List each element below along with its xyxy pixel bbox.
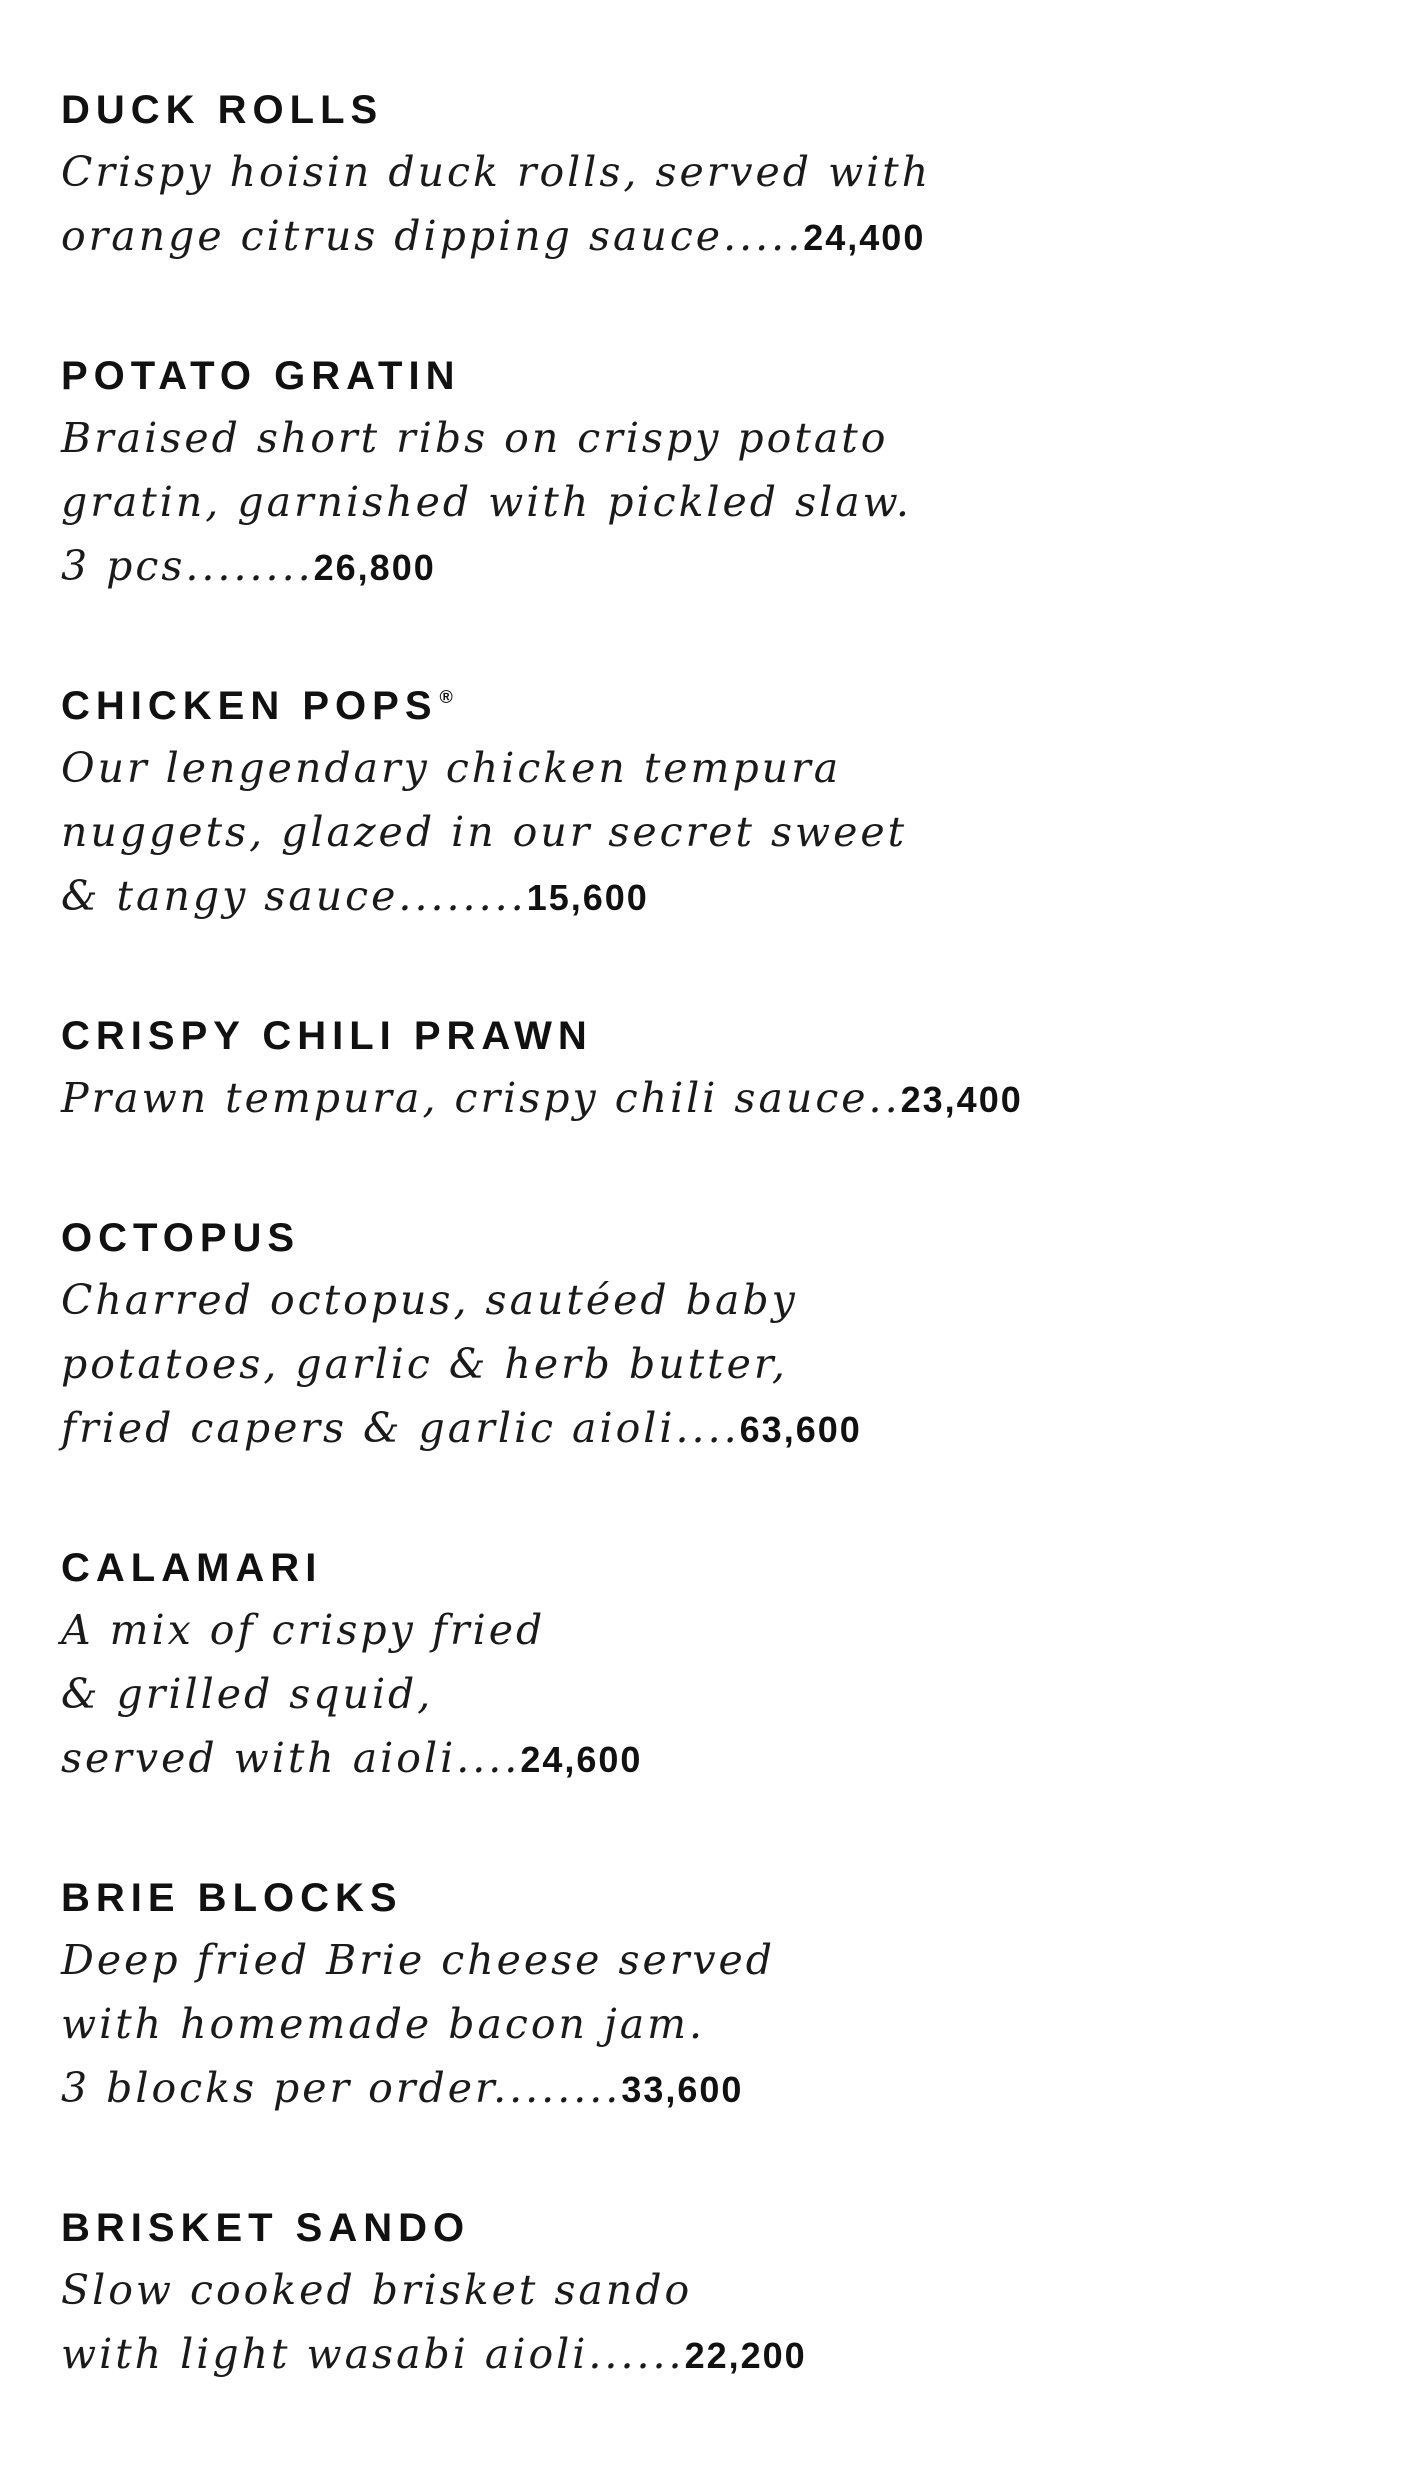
item-description (61, 1268, 1361, 1462)
menu-item-duck-rolls (61, 86, 1361, 270)
item-title: BRISKET SANDO (61, 2206, 471, 2250)
description-line (61, 2056, 1361, 2122)
item-title: POTATO GRATIN (61, 354, 461, 398)
description-line (61, 864, 1361, 930)
description-line (61, 534, 1361, 600)
description-line: Deep fried Brie cheese served (61, 1936, 776, 1984)
item-description (61, 1066, 1361, 1132)
item-title: CALAMARI (61, 1546, 323, 1590)
menu-item-calamari (61, 1544, 1361, 1792)
description-line (61, 1396, 1361, 1462)
item-description (61, 1598, 1361, 1792)
item-price: 24,400 (803, 217, 926, 258)
description-text: & tangy sauce........ (61, 872, 527, 920)
description-line: with homemade bacon jam. (61, 2000, 706, 2048)
menu-item-crispy-chili-prawn (61, 1012, 1361, 1132)
item-description (61, 2258, 1361, 2388)
description-line (61, 1726, 1361, 1792)
description-line: A mix of crispy fried (61, 1606, 546, 1654)
item-title (61, 682, 1361, 730)
description-line: potatoes, garlic & herb butter, (61, 1340, 788, 1388)
description-line: Slow cooked brisket sando (61, 2266, 693, 2314)
item-price: 23,400 (900, 1079, 1023, 1120)
description-line (61, 1066, 1361, 1132)
menu-item-potato-gratin (61, 352, 1361, 600)
item-price: 63,600 (739, 1409, 862, 1450)
item-price: 24,600 (520, 1739, 643, 1780)
description-line: Charred octopus, sautéed baby (61, 1276, 798, 1324)
description-text: Prawn tempura, crispy chili sauce.. (61, 1074, 901, 1122)
item-title: OCTOPUS (61, 1216, 301, 1260)
description-text: 3 pcs........ (61, 542, 314, 590)
item-title-text: CHICKEN POPS (61, 684, 438, 728)
item-price: 33,600 (621, 2069, 744, 2110)
item-description (61, 406, 1361, 600)
item-price: 26,800 (313, 547, 436, 588)
item-title: CRISPY CHILI PRAWN (61, 1014, 593, 1058)
menu-item-brisket-sando (61, 2204, 1361, 2388)
item-description (61, 1928, 1361, 2122)
description-line: gratin, garnished with pickled slaw. (61, 478, 912, 526)
menu-item-octopus (61, 1214, 1361, 1462)
menu-list (61, 86, 1361, 2470)
description-text: orange citrus dipping sauce..... (61, 212, 804, 260)
description-line: nuggets, glazed in our secret sweet (61, 808, 908, 856)
description-text: served with aioli.... (61, 1734, 521, 1782)
description-line: Braised short ribs on crispy potato (61, 414, 889, 462)
registered-mark: ® (439, 687, 453, 707)
item-description (61, 140, 1361, 270)
item-description (61, 736, 1361, 930)
item-title: DUCK ROLLS (61, 88, 384, 132)
item-title: BRIE BLOCKS (61, 1876, 403, 1920)
description-line (61, 204, 1361, 270)
description-text: with light wasabi aioli...... (61, 2330, 685, 2378)
menu-item-chicken-pops (61, 682, 1361, 930)
item-price: 22,200 (684, 2335, 807, 2376)
item-price: 15,600 (526, 877, 649, 918)
description-line (61, 2322, 1361, 2388)
description-line: Our lengendary chicken tempura (61, 744, 842, 792)
description-line: Crispy hoisin duck rolls, served with (61, 148, 932, 196)
menu-item-brie-blocks (61, 1874, 1361, 2122)
description-line: & grilled squid, (61, 1670, 434, 1718)
description-text: 3 blocks per order........ (61, 2064, 622, 2112)
description-text: fried capers & garlic aioli.... (61, 1404, 740, 1452)
